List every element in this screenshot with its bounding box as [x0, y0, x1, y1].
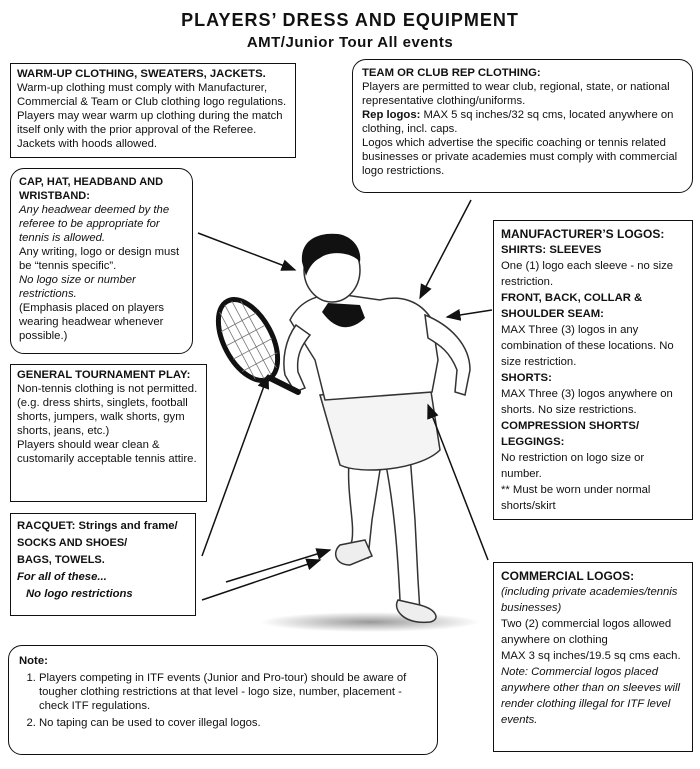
front-back-text: MAX Three (3) logos in any combination of these locations. No size restriction.: [501, 324, 674, 368]
arrow-team: [420, 200, 471, 298]
rep-logos-label: Rep logos:: [362, 109, 421, 121]
cap-heading: CAP, HAT, HEADBAND AND WRISTBAND:: [19, 176, 164, 202]
shirts-sleeves-heading: SHIRTS: SLEEVES: [501, 244, 602, 256]
cap-text-2: (Emphasis placed on players wearing headwear whenever possible.): [19, 302, 165, 342]
right-leg: [385, 455, 420, 615]
team-body: Players are permitted to wear club, regional, state, or national representative clothing/uniforms.: [362, 81, 670, 107]
left-arm: [284, 325, 310, 392]
note-list: [19, 671, 427, 730]
commercial-heading: COMMERCIAL LOGOS:: [501, 569, 635, 583]
page-title: PLAYERS’ DRESS AND EQUIPMENT: [181, 10, 519, 30]
note-heading: Note:: [19, 655, 48, 667]
note-box: [8, 645, 438, 755]
manufacturer-heading: MANUFACTURER’S LOGOS:: [501, 227, 665, 241]
general-text-3: Players should wear clean & customarily acceptable tennis attire.: [17, 439, 197, 465]
front-back-heading: FRONT, BACK, COLLAR & SHOULDER SEAM:: [501, 292, 643, 320]
compression-text: No restriction on logo size or number.: [501, 452, 645, 480]
ground-shadow: [260, 612, 480, 632]
compression-note: ** Must be worn under normal shorts/skirt: [501, 484, 651, 512]
racquet-line-3: BAGS, TOWELS.: [17, 554, 105, 566]
note-item: 1. Players competing in ITF events (Junior and Pro-tour) should be aware of tougher clothing restrictions at that level - logo size, number, placement - check ITF regulations.: [39, 671, 427, 713]
commercial-text-1: Two (2) commercial logos allowed anywhere on clothing: [501, 618, 672, 646]
arrow-cap: [198, 233, 295, 270]
racquet-head: [206, 290, 290, 390]
racquet-line-2: SOCKS AND SHOES/: [17, 537, 128, 549]
team-box: [352, 59, 693, 193]
commercial-italic-2: Note: Commercial logos placed anywhere other than on sleeves will render clothing illegal for ITF level events.: [501, 666, 680, 726]
team-logos-text: Logos which advertise the specific coaching or tennis related businesses or private academies must comply with commercial logo restrictions.: [362, 137, 678, 177]
team-heading: TEAM OR CLUB REP CLOTHING:: [362, 67, 541, 79]
general-box: [10, 364, 207, 502]
racquet-box: [10, 513, 196, 616]
general-text-1: Non-tennis clothing is not permitted.: [17, 383, 198, 395]
arrow-socks: [202, 560, 320, 600]
note-item: 2. No taping can be used to cover illegal logos.: [39, 716, 427, 730]
arrow-manufacturer: [447, 310, 492, 317]
shirts-sleeves-text: One (1) logo each sleeve - no size restriction.: [501, 260, 674, 288]
general-heading: GENERAL TOURNAMENT PLAY:: [17, 369, 191, 381]
shorts-heading: SHORTS:: [501, 372, 552, 384]
cap-italic-2: No logo size or number restrictions.: [19, 274, 136, 300]
commercial-italic-1: (including private academies/tennis businesses): [501, 586, 678, 614]
shorts-text: MAX Three (3) logos anywhere on shorts. No size restrictions.: [501, 388, 673, 416]
arrow-shoes: [226, 550, 330, 582]
general-text-2: (e.g. dress shirts, singlets, football shorts, jumpers, walk shorts, gym shorts, jeans, etc.): [17, 397, 188, 437]
compression-heading: COMPRESSION SHORTS/ LEGGINGS:: [501, 420, 640, 448]
warmup-heading: WARM-UP CLOTHING, SWEATERS, JACKETS.: [17, 68, 266, 80]
page-subtitle: AMT/Junior Tour All events: [246, 34, 454, 51]
arrow-racquet: [202, 375, 268, 556]
commercial-text-2: MAX 3 sq inches/19.5 sq cms each.: [501, 650, 681, 662]
manufacturer-box: [493, 220, 693, 520]
commercial-box: [493, 562, 693, 752]
racquet-line-5: No logo restrictions: [26, 588, 133, 600]
racquet-line-1: RACQUET: Strings and frame/: [17, 520, 178, 532]
cap-text-1: Any writing, logo or design must be “tennis specific”.: [19, 246, 180, 272]
shirt: [290, 294, 438, 400]
warmup-body: Warm-up clothing must comply with Manufacturer, Commercial & Team or Club clothing logo regulations. Players may wear warm up clothing during the match itself only with the prior approval of the Referee. Jackets with hoods allowed.: [17, 82, 287, 150]
cap-box: [10, 168, 193, 354]
arrow-commercial: [428, 405, 488, 560]
cap-italic-1: Any headwear deemed by the referee to be appropriate for tennis is allowed.: [19, 204, 170, 244]
rep-logos-text: MAX 5 sq inches/32 sq cms, located anywhere on clothing, incl. caps.: [362, 109, 674, 135]
racquet-line-4: For all of these...: [17, 571, 107, 583]
warmup-box: [10, 63, 296, 158]
left-shoe: [336, 540, 372, 565]
